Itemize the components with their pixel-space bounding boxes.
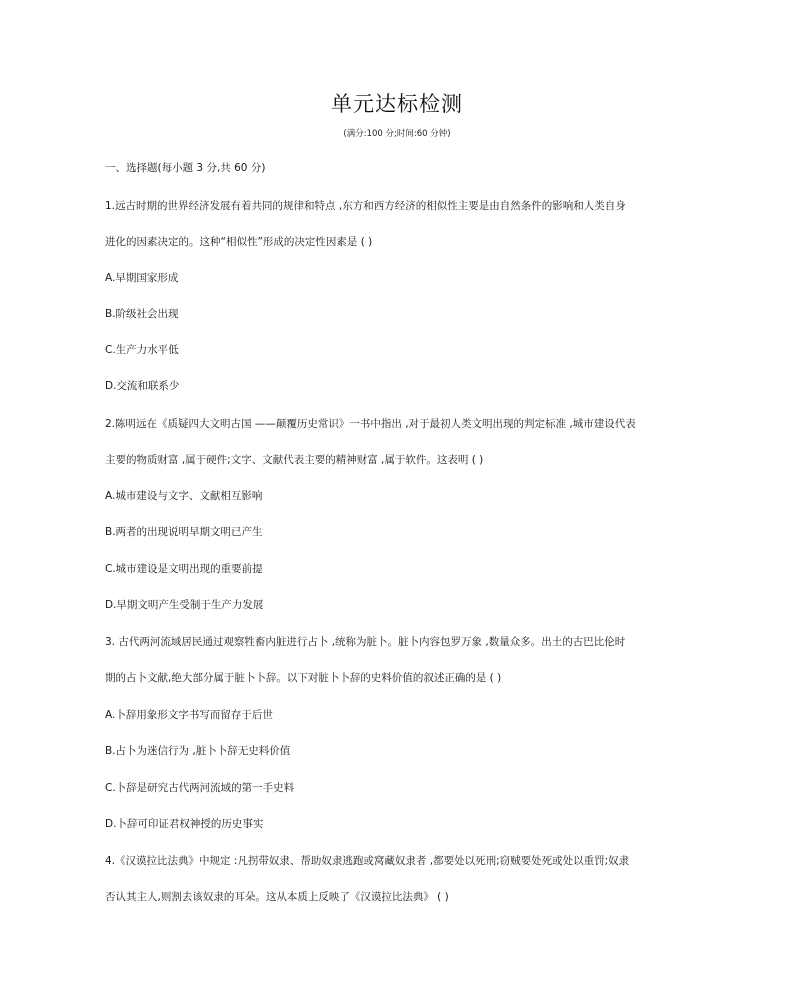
question-2-option-b: B.两者的出现说明早期文明已产生 — [105, 526, 263, 538]
score-time-note: (满分:100 分;时间:60 分钟) — [343, 129, 451, 139]
question-2-option-a: A.城市建设与文字、文献相互影响 — [105, 490, 263, 502]
question-3-option-a: A.卜辞用象形文字书写而留存于后世 — [105, 709, 273, 721]
question-1-option-b: B.阶级社会出现 — [105, 308, 179, 320]
question-1-stem-line-1: 1.远古时期的世界经济发展有着共同的规律和特点 ,东方和西方经济的相似性主要是由自然条件的影响和人类自身 — [105, 200, 626, 212]
question-3-stem-line-2: 期的占卜文献,绝大部分属于脏卜卜辞。以下对脏卜卜辞的史料价值的叙述正确的是 ( ) — [105, 672, 502, 684]
question-2-option-c: C.城市建设是文明出现的重要前提 — [105, 563, 263, 575]
question-1-stem-line-2: 进化的因素决定的。这种“相似性”形成的决定性因素是 ( ) — [105, 236, 373, 248]
question-3-option-b: B.占卜为迷信行为 ,脏卜卜辞无史料价值 — [105, 745, 291, 757]
question-4-stem-line-1: 4.《汉谟拉比法典》中规定 :凡拐带奴隶、帮助奴隶逃跑或窝藏奴隶者 ,都要处以死刑;窃贼要处死或处以重罚;奴隶 — [105, 855, 630, 867]
question-3-option-d: D.卜辞可印证君权神授的历史事实 — [105, 818, 264, 830]
question-2-stem-line-2: 主要的物质财富 ,属于硬件;文字、文献代表主要的精神财富 ,属于软件。这表明 ( ) — [105, 454, 484, 466]
question-1-option-c: C.生产力水平低 — [105, 344, 179, 356]
question-1-option-a: A.早期国家形成 — [105, 272, 179, 284]
page-title: 单元达标检测 — [331, 92, 463, 116]
question-3-option-c: C.卜辞是研究古代两河流域的第一手史料 — [105, 782, 295, 794]
question-4-stem-line-2: 否认其主人,则割去该奴隶的耳朵。这从本质上反映了《汉谟拉比法典》 ( ) — [105, 891, 449, 903]
question-1-option-d: D.交流和联系少 — [105, 380, 180, 392]
question-3-stem-line-1: 3. 古代两河流域居民通过观察牲畜内脏进行占卜 ,统称为脏卜。脏卜内容包罗万象 ,数量众多。出土的古巴比伦时 — [105, 636, 626, 648]
question-2-stem-line-1: 2.陈明远在《质疑四大文明古国 ——颠覆历史常识》一书中指出 ,对于最初人类文明出现的判定标准 ,城市建设代表 — [105, 418, 636, 430]
section-heading: 一、选择题(每小题 3 分,共 60 分) — [105, 162, 266, 174]
question-2-option-d: D.早期文明产生受制于生产力发展 — [105, 599, 264, 611]
